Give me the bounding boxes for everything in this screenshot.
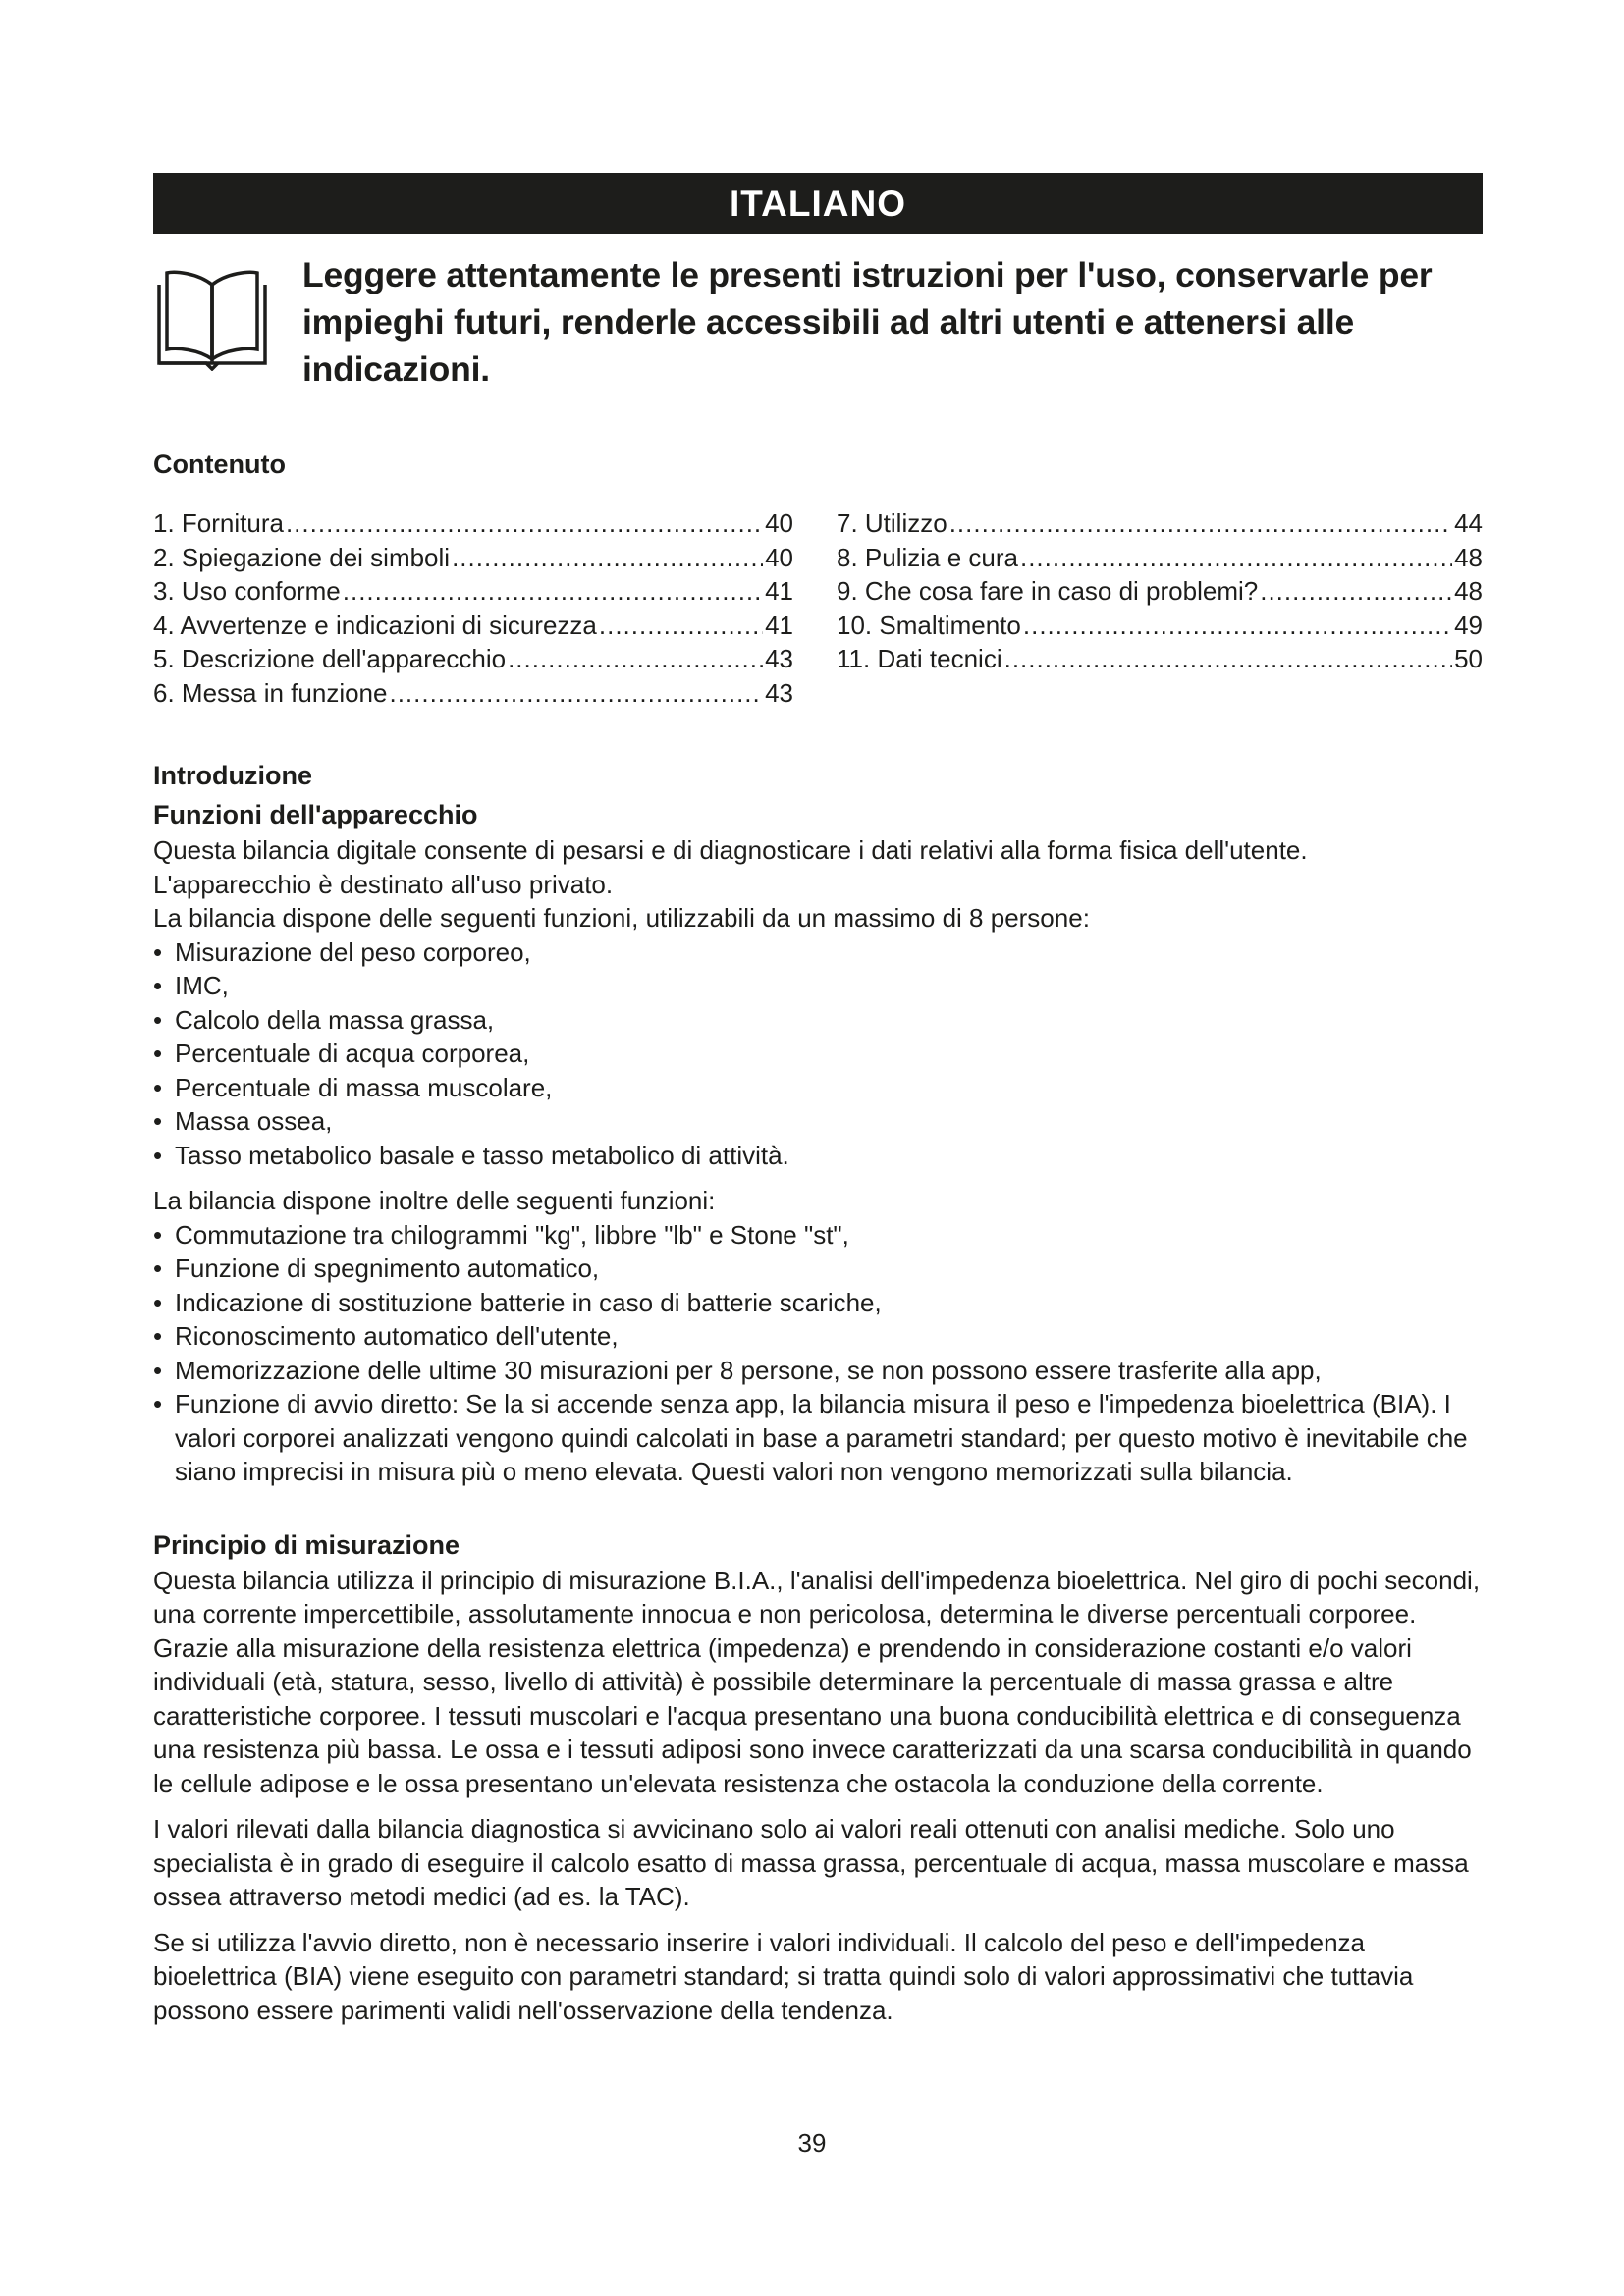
list-item: • Percentuale di massa muscolare, bbox=[153, 1071, 1483, 1105]
list-item: • Funzione di spegnimento automatico, bbox=[153, 1252, 1483, 1286]
measurement-paragraph: Questa bilancia utilizza il principio di misurazione B.I.A., l'analisi dell'impedenza bioelettrica. Nel giro di pochi secondi, una corrente impercettibile, assolutamente innocua e non pericolosa, determina le diverse percentuali corporee. bbox=[153, 1565, 1481, 1629]
measurement-paragraph: Se si utilizza l'avvio diretto, non è necessario inserire i valori individuali. Il calcolo del peso e dell'impedenza bioelettrica (BIA) viene eseguito con parametri standard; si tratta quindi solo di valori approssimativi che tuttavia possono essere parimenti validi nell'osservazione della tendenza. bbox=[153, 1927, 1414, 2025]
list-item: • Tasso metabolico basale e tasso metabolico di attività. bbox=[153, 1139, 1483, 1173]
introduction-heading: Introduzione bbox=[153, 761, 312, 790]
toc-item[interactable]: 6. Messa in funzione ..... 43 bbox=[153, 676, 793, 711]
open-book-icon bbox=[153, 263, 271, 371]
list-item: • Indicazione di sostituzione batterie in caso di batterie scariche, bbox=[153, 1286, 1483, 1320]
list-item: • Commutazione tra chilogrammi "kg", libbre "lb" e Stone "st", bbox=[153, 1218, 1483, 1253]
read-instructions-warning: Leggere attentamente le presenti istruzioni per l'uso, conservarle per impieghi futuri, renderle accessibili ad altri utenti e attenersi alle indicazioni. bbox=[302, 255, 1433, 389]
list-item: • Massa ossea, bbox=[153, 1104, 1483, 1139]
page-number: 39 bbox=[797, 2128, 827, 2158]
toc-item[interactable]: 8. Pulizia e cura ..... 48 bbox=[837, 541, 1483, 575]
intro-paragraph: L'apparecchio è destinato all'uso privato. bbox=[153, 869, 614, 899]
intro-paragraph: La bilancia dispone inoltre delle seguenti funzioni: bbox=[153, 1186, 716, 1215]
toc-item[interactable]: 7. Utilizzo ..... 44 bbox=[837, 507, 1483, 541]
list-item: • Riconoscimento automatico dell'utente, bbox=[153, 1319, 1483, 1354]
toc-item[interactable]: 9. Che cosa fare in caso di problemi? ..... 48 bbox=[837, 574, 1483, 609]
toc-right-column bbox=[837, 507, 1483, 710]
toc-item[interactable]: 5. Descrizione dell'apparecchio ..... 43 bbox=[153, 642, 793, 676]
toc-item[interactable]: 1. Fornitura ..... 40 bbox=[153, 507, 793, 541]
toc-left-column bbox=[153, 507, 793, 710]
list-item: • IMC, bbox=[153, 969, 1483, 1003]
measurement-paragraph: Grazie alla misurazione della resistenza elettrica (impedenza) e prendendo in considerazione costanti e/o valori individuali (età, statura, sesso, livello di attività) è possibile determinare la percentuale di massa grassa e altre caratteristiche corporee. I tessuti muscolari e l'acqua presentano una buona conducibilità elettrica e di conseguenza una resistenza più bassa. Le ossa e i tessuti adiposi sono invece caratterizzati da una scarsa conducibilità in quando le cellule adipose e le ossa presentano un'elevata resistenza che ostacola la conduzione della corrente. bbox=[153, 1632, 1472, 1798]
measurement-paragraph: I valori rilevati dalla bilancia diagnostica si avvicinano solo ai valori reali ottenuti con analisi mediche. Solo uno specialista è in grado di eseguire il calcolo esatto di massa grassa, percentuale di acqua, massa muscolare e massa ossea attraverso metodi medici (ad es. la TAC). bbox=[153, 1814, 1469, 1911]
table-of-contents bbox=[153, 507, 1483, 710]
toc-item[interactable]: 2. Spiegazione dei simboli ..... 40 bbox=[153, 541, 793, 575]
manual-page bbox=[153, 173, 1483, 2027]
language-header: ITALIANO bbox=[153, 173, 1483, 234]
list-item: • Misurazione del peso corporeo, bbox=[153, 935, 1483, 970]
list-item: • Funzione di avvio diretto: Se la si accende senza app, la bilancia misura il peso e l'impedenza bioelettrica (BIA). I valori corporei analizzati vengono quindi calcolati in base a parametri standard; per questo motivo è inevitabile che siano imprecisi in misura più o meno elevata. Questi valori non vengono memorizzati sulla bilancia. bbox=[153, 1387, 1483, 1489]
list-item: • Percentuale di acqua corporea, bbox=[153, 1037, 1483, 1071]
intro-paragraph: La bilancia dispone delle seguenti funzioni, utilizzabili da un massimo di 8 persone: bbox=[153, 903, 1090, 933]
intro-paragraph: Questa bilancia digitale consente di pesarsi e di diagnosticare i dati relativi alla forma fisica dell'utente. bbox=[153, 835, 1308, 865]
list-item: • Memorizzazione delle ultime 30 misurazioni per 8 persone, se non possono essere trasferite alla app, bbox=[153, 1354, 1483, 1388]
contents-heading: Contenuto bbox=[153, 450, 286, 479]
additional-functions-list bbox=[153, 1218, 1483, 1489]
read-instructions-notice bbox=[153, 251, 1483, 393]
list-item: • Calcolo della massa grassa, bbox=[153, 1003, 1483, 1038]
functions-list bbox=[153, 935, 1483, 1173]
toc-item[interactable]: 11. Dati tecnici ..... 50 bbox=[837, 642, 1483, 676]
measurement-principle-heading: Principio di misurazione bbox=[153, 1529, 460, 1560]
toc-item[interactable]: 4. Avvertenze e indicazioni di sicurezza ..... 41 bbox=[153, 609, 793, 643]
toc-item[interactable]: 3. Uso conforme ..... 41 bbox=[153, 574, 793, 609]
device-functions-heading: Funzioni dell'apparecchio bbox=[153, 800, 478, 829]
toc-item[interactable]: 10. Smaltimento ..... 49 bbox=[837, 609, 1483, 643]
